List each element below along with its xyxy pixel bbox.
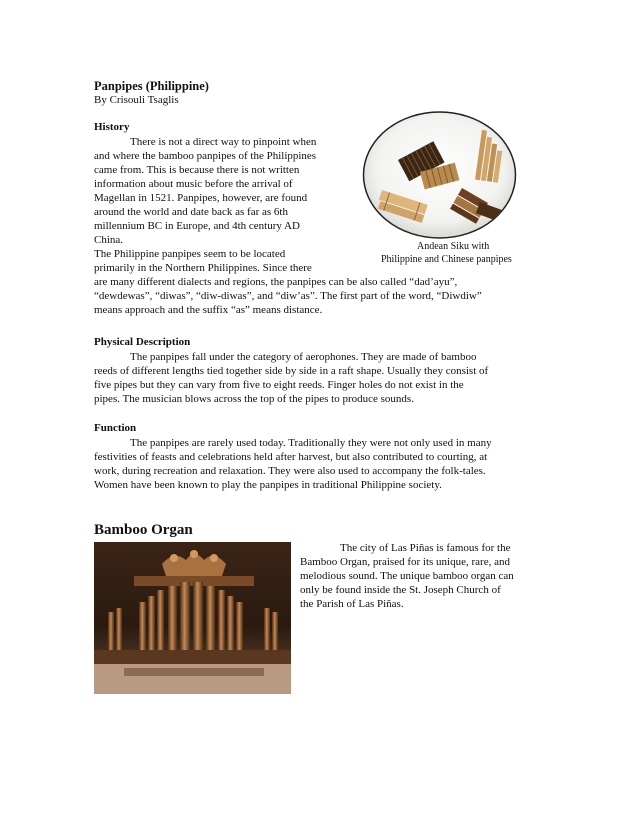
history-heading: History [94,121,130,133]
history-line: came from. This is because there is not written [94,164,300,176]
history-line: and where the bamboo panpipes of the Philippines [94,150,317,162]
history-line: information about music before the arrival of [94,178,293,190]
bamboo-organ-heading: Bamboo Organ [94,522,193,538]
bamboo-line: only be found inside the St. Joseph Church of [300,584,501,596]
bamboo-organ-image [94,542,291,694]
history-line: China. [94,234,124,246]
history-line: means approach and the suffix “as” means distance. [94,304,323,316]
history-line: primarily in the Northern Philippines. Since there [94,262,312,274]
history-line: around the world and date back as far as 6th [94,206,288,218]
physical-line: The panpipes fall under the category of aerophones. They are made of bamboo [130,351,477,363]
history-line: millennium BC in Europe, and 4th century AD [94,220,300,232]
bamboo-line: the Parish of Las Piñas. [300,598,404,610]
author-line: By Crisouli Tsaglis [94,94,179,106]
page-title: Panpipes (Philippine) [94,79,209,93]
history-line: “dewdewas”, “diwas”, “diw-diwas”, and “diw’as”. The first part of the word, “Diwdiw” [94,290,482,302]
image-caption-line: Andean Siku with [417,241,490,252]
history-line: There is not a direct way to pinpoint when [130,136,317,148]
history-line: are many different dialects and regions, the panpipes can be also called “dad’ayu”, [94,276,458,288]
physical-line: reeds of different lengths tied together side by side in a raft shape. Usually they consist of [94,365,489,377]
bamboo-line: The city of Las Piñas is famous for the [340,542,511,554]
history-line: Magellan in 1521. Panpipes, however, are found [94,192,308,204]
history-line: The Philippine panpipes seem to be located [94,248,286,260]
physical-line: five pipes but they can vary from five to eight reeds. Finger holes do not exist in the [94,379,464,391]
panpipes-image [362,110,517,240]
function-line: The panpipes are rarely used today. Traditionally they were not only used in many [130,437,492,449]
function-heading: Function [94,422,137,434]
function-line: work, during recreation and relaxation. They were also used to accompany the folk-tales. [94,465,486,477]
physical-line: pipes. The musician blows across the top of the pipes to produce sounds. [94,393,414,405]
bamboo-line: Bamboo Organ, praised for its unique, rare, and [300,556,510,568]
image-caption-line: Philippine and Chinese panpipes [381,254,512,265]
bamboo-line: melodious sound. The unique bamboo organ can [300,570,514,582]
function-line: festivities of feasts and celebrations held after harvest, but also contributed to courting, at [94,451,488,463]
physical-heading: Physical Description [94,336,191,348]
function-line: Women have been known to play the panpipes in traditional Philippine society. [94,479,442,491]
